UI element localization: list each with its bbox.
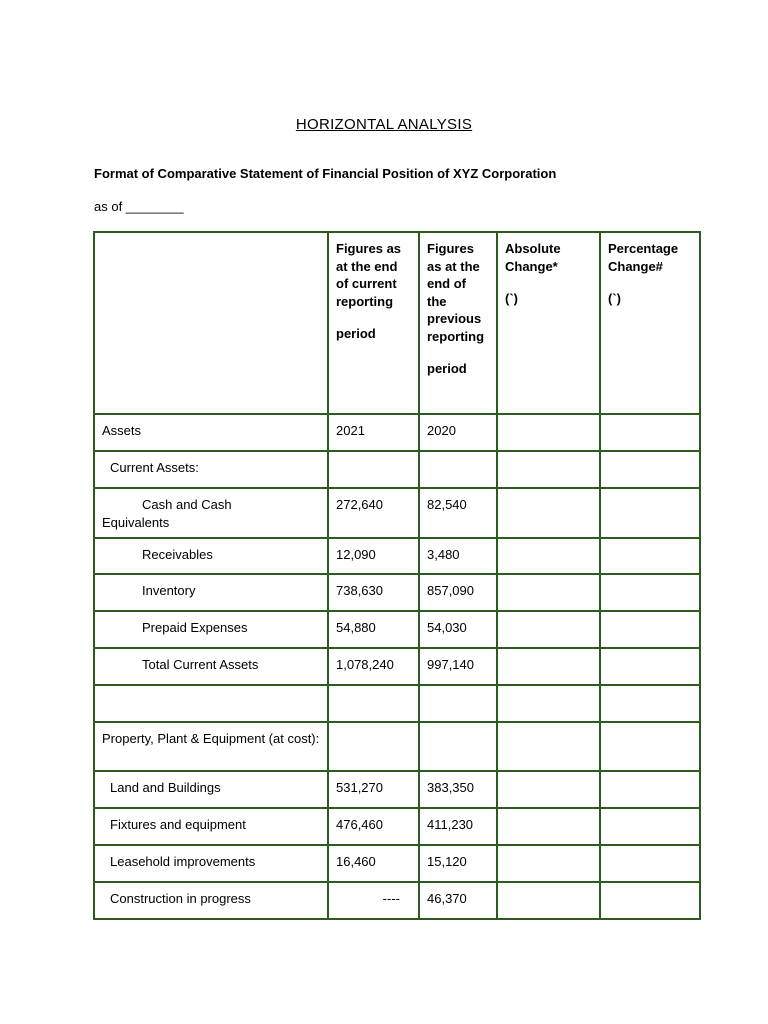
current-value: 2021 (328, 414, 419, 451)
previous-value: 3,480 (419, 538, 497, 574)
percentage-change-cell (600, 648, 700, 685)
previous-value: 411,230 (419, 808, 497, 845)
percentage-change-cell (600, 685, 700, 722)
percentage-change-cell (600, 722, 700, 771)
table-row (94, 808, 700, 845)
header-blank-cell (94, 232, 328, 414)
absolute-change-cell (497, 685, 600, 722)
table-row (94, 488, 700, 538)
previous-value: 54,030 (419, 611, 497, 648)
previous-value: 857,090 (419, 574, 497, 611)
row-label: Total Current Assets (94, 648, 328, 685)
previous-value: 82,540 (419, 488, 497, 538)
percentage-change-cell (600, 882, 700, 919)
as-of-line: as of ________ (94, 199, 184, 214)
previous-value: 383,350 (419, 771, 497, 808)
absolute-change-cell (497, 414, 600, 451)
row-label: Land and Buildings (94, 771, 328, 808)
absolute-change-cell (497, 722, 600, 771)
percentage-change-cell (600, 574, 700, 611)
table-header-row (94, 232, 700, 414)
header-percentage-change: Percentage Change# (`) (600, 232, 700, 414)
table-row (94, 574, 700, 611)
previous-value: 997,140 (419, 648, 497, 685)
document-title: HORIZONTAL ANALYSIS (295, 116, 473, 133)
current-value: ---- (328, 882, 419, 919)
current-value: 12,090 (328, 538, 419, 574)
row-label: Current Assets: (94, 451, 328, 488)
table-row (94, 771, 700, 808)
current-value (328, 722, 419, 771)
row-label: Cash and Cash Equivalents (94, 488, 328, 538)
current-value: 738,630 (328, 574, 419, 611)
absolute-change-cell (497, 611, 600, 648)
current-value: 54,880 (328, 611, 419, 648)
current-value: 272,640 (328, 488, 419, 538)
current-value (328, 451, 419, 488)
table-row (94, 611, 700, 648)
percentage-change-cell (600, 845, 700, 882)
previous-value (419, 451, 497, 488)
row-label: Inventory (94, 574, 328, 611)
row-label: Property, Plant & Equipment (at cost): (94, 722, 328, 771)
previous-value: 46,370 (419, 882, 497, 919)
row-label: Leasehold improvements (94, 845, 328, 882)
absolute-change-cell (497, 648, 600, 685)
table-row (94, 414, 700, 451)
previous-value (419, 722, 497, 771)
document-subtitle: Format of Comparative Statement of Financial Position of XYZ Corporation (94, 166, 557, 181)
header-current-period: Figures as at the end of current reporting period (328, 232, 419, 414)
absolute-change-cell (497, 538, 600, 574)
row-label (94, 685, 328, 722)
table-row (94, 451, 700, 488)
percentage-change-cell (600, 611, 700, 648)
absolute-change-cell (497, 882, 600, 919)
absolute-change-cell (497, 808, 600, 845)
percentage-change-cell (600, 771, 700, 808)
header-absolute-change: Absolute Change* (`) (497, 232, 600, 414)
table-row (94, 722, 700, 771)
row-label: Assets (94, 414, 328, 451)
table-row (94, 845, 700, 882)
current-value: 531,270 (328, 771, 419, 808)
header-previous-period: Figures as at the end of the previous reporting period (419, 232, 497, 414)
row-label: Construction in progress (94, 882, 328, 919)
absolute-change-cell (497, 845, 600, 882)
financial-position-table (93, 231, 701, 920)
table-row (94, 685, 700, 722)
absolute-change-cell (497, 771, 600, 808)
percentage-change-cell (600, 808, 700, 845)
current-value: 16,460 (328, 845, 419, 882)
percentage-change-cell (600, 538, 700, 574)
current-value (328, 685, 419, 722)
previous-value (419, 685, 497, 722)
table-row (94, 538, 700, 574)
row-label: Prepaid Expenses (94, 611, 328, 648)
absolute-change-cell (497, 574, 600, 611)
absolute-change-cell (497, 451, 600, 488)
current-value: 1,078,240 (328, 648, 419, 685)
previous-value: 15,120 (419, 845, 497, 882)
percentage-change-cell (600, 451, 700, 488)
percentage-change-cell (600, 488, 700, 538)
row-label: Receivables (94, 538, 328, 574)
absolute-change-cell (497, 488, 600, 538)
previous-value: 2020 (419, 414, 497, 451)
current-value: 476,460 (328, 808, 419, 845)
row-label: Fixtures and equipment (94, 808, 328, 845)
table-row (94, 648, 700, 685)
percentage-change-cell (600, 414, 700, 451)
table-row (94, 882, 700, 919)
